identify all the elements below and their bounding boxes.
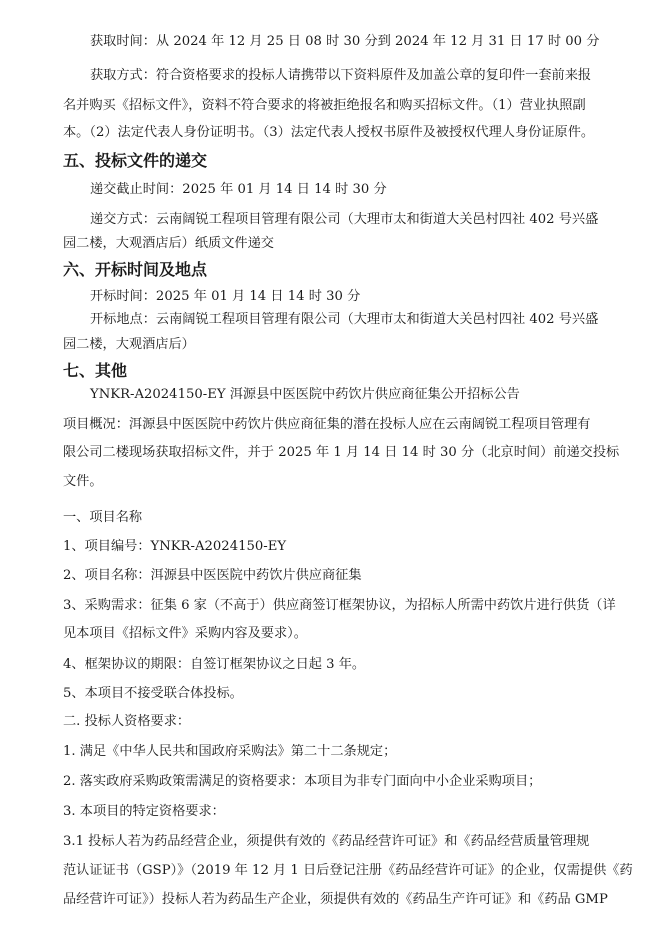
requirement-1: 1. 满足《中华人民共和国政府采购法》第二十二条规定； [63, 744, 397, 759]
item-1: 1、项目编号：YNKR-A2024150-EY [63, 539, 287, 554]
part-1-heading: 一、项目名称 [63, 510, 143, 525]
opening-place-line-1: 开标地点：云南阔锐工程项目管理有限公司（大理市太和街道大关邑村四社 402 号兴盛 [90, 312, 599, 327]
section-7-heading: 七、其他 [63, 361, 128, 380]
submit-method-line-2: 园二楼，大观酒店后）纸质文件递交 [63, 236, 274, 251]
requirement-3-1-line-2: 范认证证书（GSP）》（2019 年 12 月 1 日后登记注册《药品经营许可证》的企业，仅需提供《药 [63, 863, 633, 878]
requirement-3-1-line-1: 3.1 投标人若为药品经营企业，须提供有效的《药品经营许可证》和《药品经营质量管理规 [63, 834, 590, 849]
overview-line-1: 项目概况：洱源县中医医院中药饮片供应商征集的潜在投标人应在云南阔锐工程项目管理有 [63, 417, 591, 432]
acquire-method-line-1: 获取方式：符合资格要求的投标人请携带以下资料原件及加盖公章的复印件一套前来报 [90, 68, 592, 83]
acquire-method-line-3: 本。（2）法定代表人身份证明书。（3）法定代表人授权书原件及被授权代理人身份证原件。 [63, 125, 595, 140]
opening-place-line-2: 园二楼，大观酒店后） [63, 337, 195, 352]
part-2-heading: 二. 投标人资格要求： [63, 714, 191, 729]
item-3-line-2: 见本项目《招标文件》采购内容及要求）。 [63, 626, 307, 641]
notice-title: YNKR-A2024150-EY 洱源县中医医院中药饮片供应商征集公开招标公告 [90, 387, 520, 402]
item-2: 2、项目名称：洱源县中医医院中药饮片供应商征集 [63, 568, 362, 583]
item-5: 5、本项目不接受联合体投标。 [63, 686, 243, 701]
acquire-method-line-2: 名并购买《招标文件》，资料不符合要求的将被拒绝报名和购买招标文件。（1）营业执照副 [63, 98, 586, 113]
acquire-time: 获取时间：从 2024 年 12 月 25 日 08 时 30 分到 2024 年 12 月 31 日 17 时 00 分 [90, 34, 600, 49]
opening-time: 开标时间：2025 年 01 月 14 日 14 时 30 分 [90, 289, 361, 304]
item-3-line-1: 3、采购需求：征集 6 家（不高于）供应商签订框架协议，为招标人所需中药饮片进行供货（详 [63, 598, 616, 613]
item-4: 4、框架协议的期限：自签订框架协议之日起 3 年。 [63, 657, 366, 672]
section-5-heading: 五、投标文件的递交 [63, 151, 208, 170]
section-6-heading: 六、开标时间及地点 [63, 260, 208, 279]
requirement-3-1-line-3: 品经营许可证》）投标人若为药品生产企业，须提供有效的《药品生产许可证》和《药品 GMP [63, 892, 608, 907]
overview-line-3: 文件。 [63, 474, 103, 489]
submit-deadline: 递交截止时间：2025 年 01 月 14 日 14 时 30 分 [90, 182, 387, 197]
submit-method-line-1: 递交方式：云南阔锐工程项目管理有限公司（大理市太和街道大关邑村四社 402 号兴盛 [90, 212, 599, 227]
requirement-3: 3. 本项目的特定资格要求： [63, 804, 225, 819]
requirement-2: 2. 落实政府采购政策需满足的资格要求：本项目为非专门面向中小企业采购项目； [63, 774, 542, 789]
overview-line-2: 限公司二楼现场获取招标文件，并于 2025 年 1 月 14 日 14 时 30 分（北京时间）前递交投标 [63, 445, 620, 460]
